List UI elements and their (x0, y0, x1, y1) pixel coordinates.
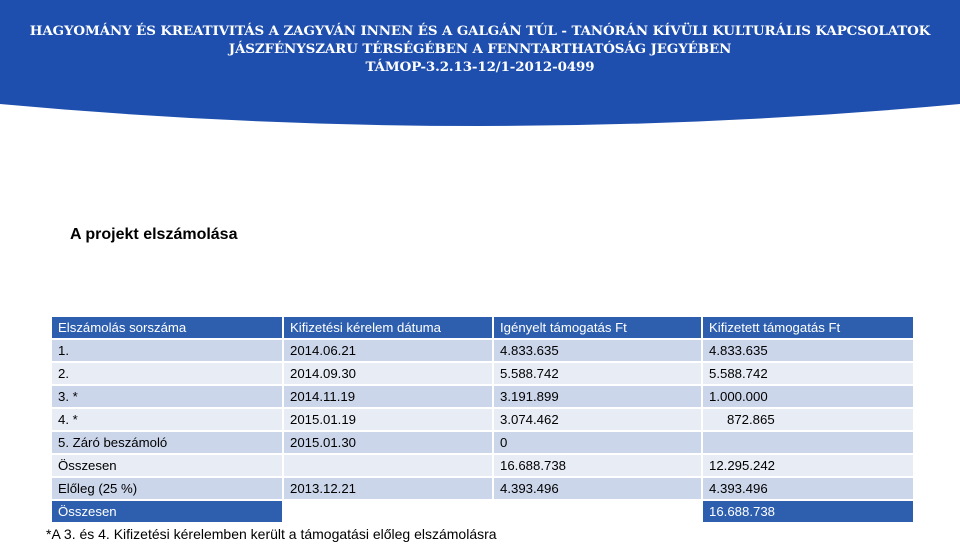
table-cell: 16.688.738 (493, 454, 702, 477)
table-cell: 0 (493, 431, 702, 454)
table-cell: 3.074.462 (493, 408, 702, 431)
table-cell (283, 454, 493, 477)
table-row (51, 339, 914, 362)
table-cell: 4.833.635 (493, 339, 702, 362)
table-cell (702, 431, 914, 454)
table-cell: 4. * (51, 408, 283, 431)
table-cell: 5.588.742 (493, 362, 702, 385)
table-cell: 4.393.496 (493, 477, 702, 500)
table-row (51, 362, 914, 385)
table-cell: Előleg (25 %) (51, 477, 283, 500)
table-cell: Összesen (51, 454, 283, 477)
table-cell: 872.865 (702, 408, 914, 431)
section-title: A projekt elszámolása (70, 226, 238, 243)
table-cell: 2014.11.19 (283, 385, 493, 408)
column-header: Kifizetett támogatás Ft (702, 316, 914, 339)
table-cell: 16.688.738 (702, 500, 914, 523)
column-header: Kifizetési kérelem dátuma (283, 316, 493, 339)
column-header: Elszámolás sorszáma (51, 316, 283, 339)
table-cell: 1.000.000 (702, 385, 914, 408)
table-cell: Összesen (51, 500, 283, 523)
header-line-3: TÁMOP-3.2.13-12/1-2012-0499 (365, 59, 595, 75)
table-cell (493, 500, 702, 523)
table-row (51, 431, 914, 454)
table-cell (283, 500, 493, 523)
table-cell: 2015.01.30 (283, 431, 493, 454)
table-cell: 2013.12.21 (283, 477, 493, 500)
table-header-row (51, 316, 914, 339)
table-total-row (51, 500, 914, 523)
table-cell: 5. Záró beszámoló (51, 431, 283, 454)
table-cell: 4.393.496 (702, 477, 914, 500)
project-header (0, 22, 960, 76)
table-cell: 2014.06.21 (283, 339, 493, 362)
table-cell: 2015.01.19 (283, 408, 493, 431)
table-cell: 2014.09.30 (283, 362, 493, 385)
column-header: Igényelt támogatás Ft (493, 316, 702, 339)
header-line-1: HAGYOMÁNY ÉS KREATIVITÁS A ZAGYVÁN INNEN ÉS A GALGÁN TÚL - TANÓRÁN KÍVÜLI KULTURÁLIS KAPCSOLATOK (29, 23, 931, 39)
table-cell: 12.295.242 (702, 454, 914, 477)
table-row (51, 385, 914, 408)
table-cell: 1. (51, 339, 283, 362)
table-row (51, 408, 914, 431)
table-cell: 3. * (51, 385, 283, 408)
table-row (51, 477, 914, 500)
table-row (51, 454, 914, 477)
table-cell: 3.191.899 (493, 385, 702, 408)
header-line-2: JÁSZFÉNYSZARU TÉRSÉGÉBEN A FENNTARTHATÓSÁG JEGYÉBEN (228, 41, 732, 57)
billing-table (50, 315, 915, 524)
table-cell: 5.588.742 (702, 362, 914, 385)
table-cell: 2. (51, 362, 283, 385)
table-cell: 4.833.635 (702, 339, 914, 362)
footnote: *A 3. és 4. Kifizetési kérelemben került a támogatási előleg elszámolásra (46, 526, 497, 542)
